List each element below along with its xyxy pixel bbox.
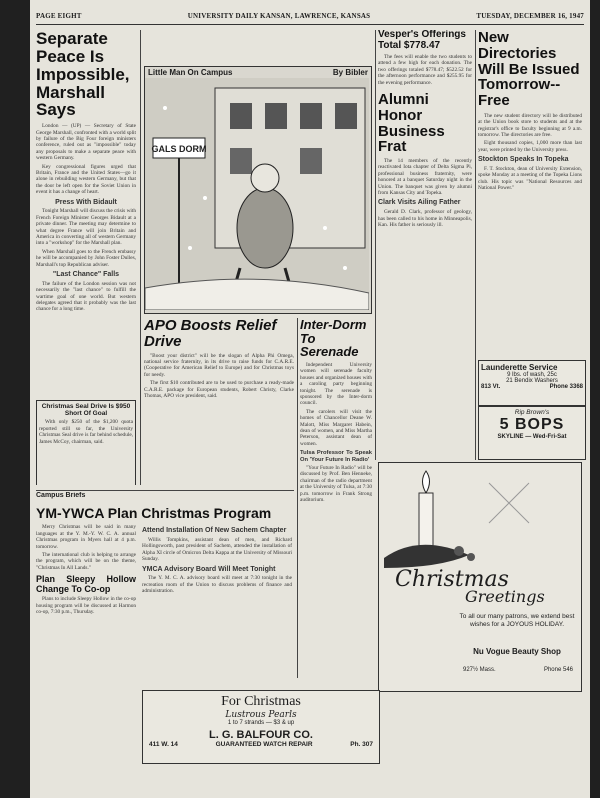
balfour-title: For Christmas — [221, 694, 301, 709]
masthead: UNIVERSITY DAILY KANSAN, LAWRENCE, KANSAS — [187, 12, 371, 20]
ymca-headline: YMCA Advisory Board Will Meet Tonight — [142, 565, 276, 573]
vesper-body: The fees will enable the two students to attend a few high for each donation. The two offerings totaled $778.47; $522.52 for the afternoon performance and $255.95 for the evening performance. — [378, 54, 472, 86]
tulsa-body: "Your Future In Radio" will be discussed by Prof. Ben Henneke, chairman of the radio department at the University of Tulsa, at 7:30 p.m. tomorrow in Frank Strong auditorium. — [300, 464, 372, 503]
cartoon-byline: By Bibler — [332, 68, 368, 77]
page-header — [36, 12, 584, 25]
dorm-sign: GALS DORM — [151, 144, 207, 154]
tulsa-subhead: Tulsa Professor To Speak On 'Your Future In Radio' — [300, 450, 372, 463]
bops-bottom: SKYLINE — Wed-Fri-Sat — [497, 434, 567, 440]
ymywca-headline: YM-YWCA Plan Christmas Program — [36, 504, 272, 521]
page-number: PAGE EIGHT — [36, 12, 82, 20]
balfour-phone: Ph. 307 — [350, 741, 373, 748]
directories-headline: New Directories Will Be Issued Tomorrow--Free — [478, 30, 580, 109]
greeting-phone: Phone 546 — [543, 667, 573, 673]
seal-drive-body: With only $250 of the $1,200 quota reported still so far, the University Christmas Seal drive is far behind schedule, James McCoy, chairman, said. — [39, 419, 133, 445]
column-marshall — [36, 30, 136, 485]
column-vesper — [378, 30, 472, 460]
seal-drive-box — [36, 400, 136, 485]
ymywca-body: Merry Christmas will be said in many languages at the Y. M.-Y. W. C. A. annual Christmas program in Myers hall at 4 p.m. tomorrow. — [36, 524, 136, 550]
balfour-address: 411 W. 14 — [149, 741, 178, 748]
cartoon-panel — [144, 66, 372, 314]
directories-body-2: Eight thousand copies, 1,000 more than last year, were printed by the University press. — [478, 140, 582, 153]
seal-drive-headline: Christmas Seal Drive Is $950 Short Of Goal — [41, 403, 131, 418]
launderette-address: 813 Vt. — [481, 384, 501, 390]
ymca-body: The Y. M. C. A. advisory board will meet at 7:30 tonight in the recreation room of the Union to discuss problems of finance and administration. — [142, 575, 292, 595]
sleepy-hollow-headline: Plan Sleepy Hollow Change To Co-op — [36, 574, 136, 594]
marshall-subhead-1: Press With Bidault — [55, 198, 117, 206]
ymywca-body-2: The international club is helping to arrange the program, which will be on the theme, "Christmas In All Lands." — [36, 552, 136, 571]
sachem-headline: Attend Installation Of New Sachem Chapter — [142, 527, 287, 535]
balfour-ad — [142, 690, 380, 764]
alumni-headline: Alumni Honor Business Frat — [378, 91, 445, 156]
alumni-body: The 14 members of the recently reactivated Iota chapter of Delta Sigma Pi, professional business fraternity, were honored at a banquet Saturday night in the Union. The banquet was given by alumni from Kansas City and Topeka. — [378, 158, 472, 197]
candle-illustration — [379, 463, 579, 573]
greeting-line-2: Greetings — [465, 587, 545, 606]
newspaper-page — [30, 0, 590, 798]
issue-date: TUESDAY, DECEMBER 16, 1947 — [476, 12, 584, 20]
apo-headline: APO Boosts Relief Drive — [144, 318, 277, 350]
launderette-phone: Phone 3368 — [549, 384, 583, 390]
interdorm-headline: Inter-Dorm To Serenade — [300, 318, 367, 360]
column-interdorm — [300, 318, 372, 718]
marshall-body: Key congressional figures urged that Britain, France and the United States—go it alone in rebuilding western Germany, but that the door be left open for the Soviet Union in event it has a change of heart. — [36, 163, 136, 196]
directories-body: The new student directory will be distributed at the Union book store to students and at the registrar's office to faculty beginning at 9 a.m. tomorrow. The directories are free. — [478, 112, 582, 138]
balfour-strands: 1 to 7 strands — $3 & up — [227, 720, 295, 726]
bops-ad — [478, 406, 586, 460]
greeting-address: 927½ Mass. — [463, 667, 496, 673]
greeting-line-1: Christmas — [395, 567, 509, 592]
marshall-headline: Separate Peace Is Impossible, Marshall Says — [36, 30, 130, 120]
marshall-subhead-2: "Last Chance" Falls — [52, 271, 120, 279]
launderette-title: Launderette Service — [481, 363, 558, 372]
stockton-body: F. T. Stockton, dean of University Extension, spoke Monday at a meeting of the Topeka Lions club. His topic was "National Resources and National Power." — [478, 165, 582, 192]
marshall-body-3: When Marshall goes to the French embassy he will be accompanied by John Foster Dulles, Marshall's top Republican adviser. — [36, 248, 136, 268]
marshall-dateline: London — (UP) — Secretary of State George Marshall, confronted with a world split by failure of the Big Four foreign ministers conference, ruled out as "impossible" today any proposals to make a separate peace with western Germany. — [36, 123, 136, 162]
marshall-body-4: The failure of the London session was not necessarily the "last chance" to fulfill the wartime goal of one world. But western delegates agreed that it probably was the last chance for a long time. — [36, 280, 136, 313]
interdorm-body: Independent University women will serenade faculty houses and organized houses with a caroling party beginning tonight. The serenade is sponsored by the Inter-dorm council. — [300, 361, 372, 407]
sachem-body: Willis Tompkins, assistant dean of men, and Richard Hollingsworth, past president of Sachem, attended the installation of Alpha XI circle of Omicron Delta Kappa at the University of Missouri Sunday. — [142, 537, 292, 563]
cartoon-title: Little Man On Campus — [148, 68, 233, 77]
balfour-script: Lustrous Pearls — [225, 710, 297, 720]
launderette-line-1: 9 lbs. of wash, 25c — [507, 372, 557, 378]
launderette-line-2: 21 Bendix Washers — [506, 378, 558, 384]
stockton-subhead: Stockton Speaks In Topeka — [478, 156, 569, 164]
cartoon-drawing — [145, 78, 369, 310]
column-directories — [478, 30, 582, 370]
bops-main: 5 BOPS — [499, 416, 565, 433]
launderette-ad — [478, 360, 586, 406]
clark-subhead: Clark Visits Ailing Father — [378, 199, 461, 207]
apo-body-2: The first $10 contributed are to be used to purchase a ready-made C.A.R.E. package for European students, Robert Christy, Clarke Thomas, APO vice president, said. — [144, 380, 294, 399]
christmas-greetings-ad — [378, 462, 582, 692]
vesper-headline: Vesper's Offerings Total $778.47 — [378, 30, 466, 51]
balfour-line: GUARANTEED WATCH REPAIR — [215, 741, 313, 748]
clark-body: Gerald D. Clark, professor of geology, has been called to his home in Minneapolis, Kan. His father is seriously ill. — [378, 209, 472, 228]
greeting-shop: Nu Vogue Beauty Shop — [473, 647, 561, 656]
interdorm-body-2: The carolers will visit the homes of Chancellor Deane W. Malott, Miss Margaret Habein, dean of women, and Miss Martha Peterson, assistant dean of women. — [300, 408, 372, 447]
campus-briefs — [36, 492, 294, 682]
campus-briefs-label: Campus Briefs — [36, 492, 86, 499]
bops-top: Rip Brown's — [514, 409, 550, 416]
column-apo — [144, 318, 294, 485]
balfour-name: L. G. BALFOUR CO. — [209, 729, 313, 741]
apo-body: "Boost your district" will be the slogan of Alpha Phi Omega, national service fraternity, in its drive to raise funds for C.A.R.E. (Cooperative for American Relief to Europe) and for Christmas toys for needy. — [144, 352, 294, 378]
greeting-message: To all our many patrons, we extend best wishes for a JOYOUS HOLIDAY. — [459, 613, 575, 629]
sleepy-hollow-body: Plans to include Sleepy Hollow in the co-op housing program will be discussed at Harmon co-op, 7:30 p.m., Thursday. — [36, 596, 136, 615]
marshall-body-2: Tonight Marshall will discuss the crisis with French Foreign Minister Georges Bidault at a private dinner. The meeting may determine to what degree France will join Britain and America in converting all of western Germany into a "workshop" for the Marshall plan. — [36, 208, 136, 247]
